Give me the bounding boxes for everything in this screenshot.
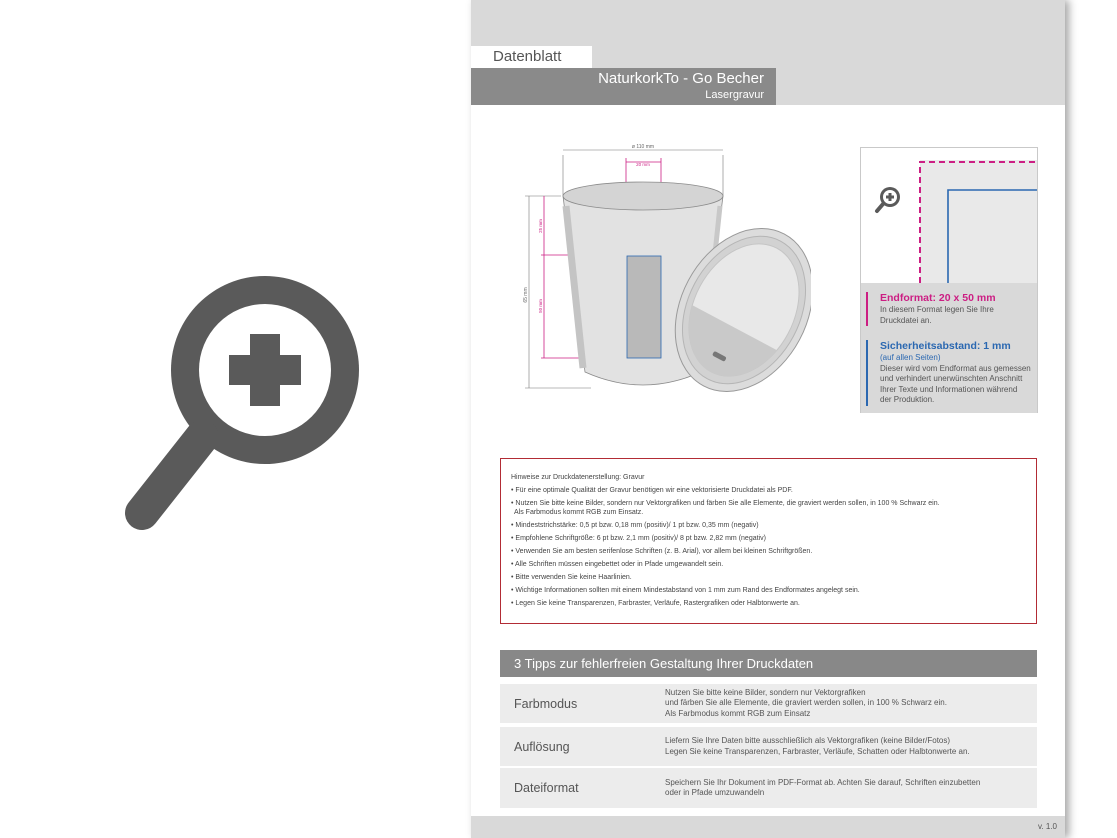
safety-margin-info (866, 340, 1031, 406)
end-format-line: Druckdatei an. (880, 315, 932, 325)
end-format-line: In diesem Format legen Sie Ihre (880, 305, 994, 314)
format-detail-box (860, 147, 1038, 413)
dim-print-height-label: 50 mm (538, 299, 543, 313)
tip-text (665, 727, 970, 766)
tip-line: oder in Pfade umzuwandeln (665, 788, 765, 797)
tip-label: Dateiformat (514, 781, 579, 795)
version-label: v. 1.0 (1038, 822, 1057, 831)
format-info-panel (861, 283, 1037, 413)
tip-line: Liefern Sie Ihre Daten bitte ausschließlich als Vektorgrafiken (keine Bilder/Fotos) (665, 736, 951, 745)
hints-title: Hinweise zur Druckdatenerstellung: Gravur (511, 474, 645, 481)
dim-diameter-label: ø 110 mm (631, 144, 655, 150)
hint-item: • Verwenden Sie am besten serifenlose Schriften (z. B. Arial), vor allem bei kleinen Schriftgrößen. (511, 548, 813, 555)
tip-line: Nutzen Sie bitte keine Bilder, sondern nur Vektorgrafiken (665, 687, 866, 697)
hint-item: • Wichtige Informationen sollten mit einem Mindestabstand von 1 mm zum Rand des Endformates angelegt sein. (511, 587, 860, 594)
end-format-info (866, 292, 996, 326)
hint-item: • Legen Sie keine Transparenzen, Farbraster, Verläufe, Rastergrafiken oder Halbtonwerte an. (511, 600, 800, 607)
tip-line: Speichern Sie Ihr Dokument im PDF-Format ab. Achten Sie darauf, Schriften einzubetten (665, 777, 981, 787)
hint-item: Als Farbmodus kommt RGB zum Einsatz. (514, 509, 644, 516)
doc-type-label: Datenblatt (471, 46, 592, 68)
dim-width-label: 20 mm (636, 162, 650, 167)
safety-margin-line: Ihrer Texte und Informationen während (880, 384, 1018, 394)
dim-total-height-label: 65 mm (523, 287, 529, 303)
tip-line: Als Farbmodus kommt RGB zum Einsatz (665, 708, 811, 718)
tips-header: 3 Tipps zur fehlerfreien Gestaltung Ihrer Druckdaten (500, 650, 1037, 677)
hint-item: • Mindeststrichstärke: 0,5 pt bzw. 0,18 mm (positiv)/ 1 pt bzw. 0,35 mm (negativ) (511, 522, 759, 529)
tip-label: Auflösung (514, 739, 570, 754)
process-name: Lasergravur (705, 89, 764, 101)
safety-margin-title: Sicherheitsabstand: 1 mm (880, 340, 1011, 352)
print-hints-box (500, 458, 1037, 624)
tip-line: und färben Sie alle Elemente, die graviert werden sollen, in 100 % Schwarz ein. (665, 698, 947, 708)
tip-label: Farbmodus (514, 696, 578, 711)
zoom-in-icon[interactable] (110, 255, 370, 565)
safety-margin-line: und verhindert unerwünschten Anschnitt (880, 374, 1023, 383)
hint-item: • Nutzen Sie bitte keine Bilder, sondern nur Vektorgrafiken und färben Sie alle Elemente, die graviert werden sollen, in 100 % Schwarz ein. (511, 500, 940, 507)
safety-margin-sub: (auf allen Seiten) (880, 353, 941, 362)
tip-row-file-format (500, 768, 1037, 808)
safety-margin-line: der Produktion. (880, 395, 935, 404)
product-title-bar (471, 68, 776, 105)
dim-top-offset-label: 25 mm (538, 219, 543, 233)
tip-line: Legen Sie keine Transparenzen, Farbraster, Verläufe, Schatten oder Halbtonwerte an. (665, 746, 970, 756)
datasheet-page (471, 0, 1065, 838)
safety-margin-line: Dieser wird vom Endformat aus gemessen (880, 363, 1031, 373)
footer-band (471, 816, 1065, 838)
product-name: NaturkorkTo - Go Becher (598, 70, 764, 87)
tip-row-resolution (500, 727, 1037, 766)
zoom-in-icon[interactable] (877, 187, 900, 211)
format-corner-preview (861, 148, 1037, 283)
tip-text (665, 684, 947, 723)
end-format-title: Endformat: 20 x 50 mm (880, 292, 996, 304)
cup-technical-drawing (521, 140, 811, 440)
hint-item: • Alle Schriften müssen eingebettet oder in Pfade umgewandelt sein. (511, 561, 724, 568)
tip-text (665, 768, 980, 808)
hint-item: • Empfohlene Schriftgröße: 6 pt bzw. 2,1 mm (positiv)/ 8 pt bzw. 2,82 mm (negativ) (511, 535, 766, 542)
hint-item: • Bitte verwenden Sie keine Haarlinien. (511, 574, 632, 581)
tip-row-color-mode (500, 684, 1037, 723)
hint-item: • Für eine optimale Qualität der Gravur benötigen wir eine vektorisierte Druckdatei als PDF. (511, 487, 793, 494)
